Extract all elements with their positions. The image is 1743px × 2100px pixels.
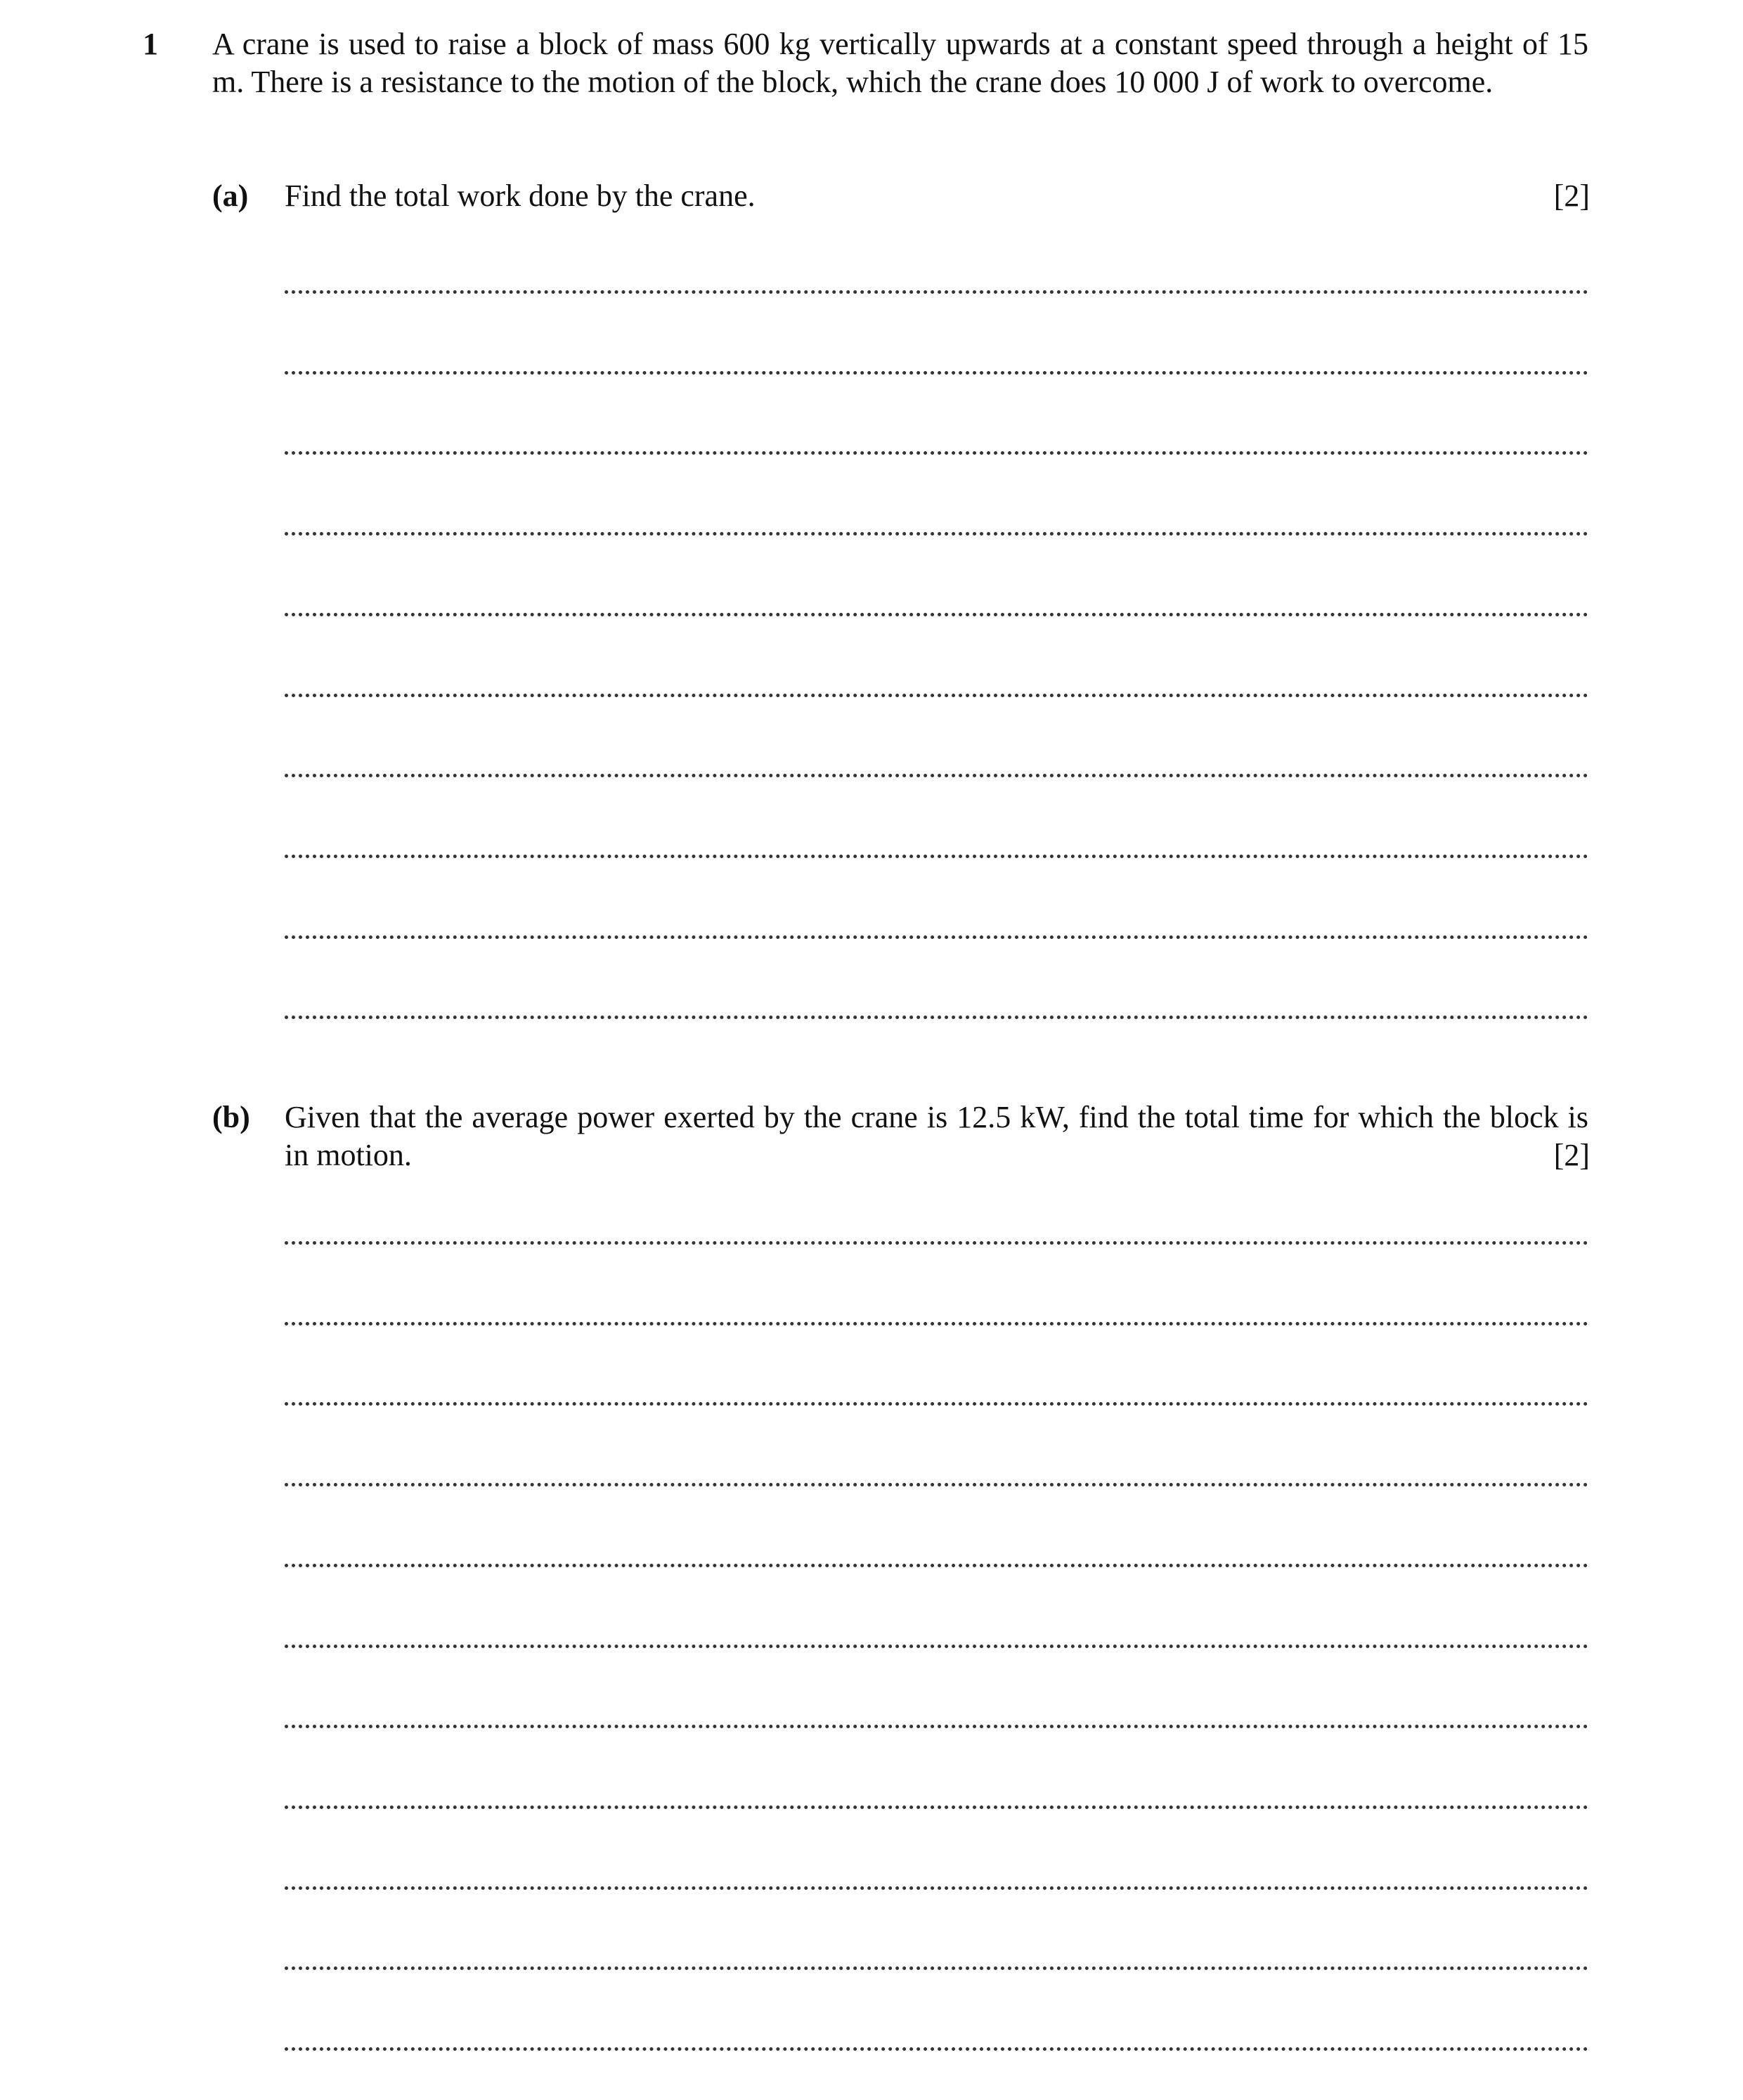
part-a-answer-line[interactable] — [285, 451, 1588, 455]
part-a-answer-line[interactable] — [285, 371, 1588, 375]
part-b-question — [285, 1098, 1588, 1174]
part-b-marks: [2] — [1553, 1138, 1590, 1172]
part-b-label: (b) — [212, 1100, 250, 1134]
part-b-answer-line[interactable] — [285, 1564, 1588, 1567]
part-a-answer-line[interactable] — [285, 694, 1588, 697]
part-a-question: Find the total work done by the crane. — [285, 179, 756, 213]
part-a-label: (a) — [212, 179, 249, 213]
part-a-answer-line[interactable] — [285, 935, 1588, 939]
part-b-answer-line[interactable] — [285, 1966, 1588, 1970]
part-a-answer-line[interactable] — [285, 613, 1588, 616]
part-a-answer-line[interactable] — [285, 1016, 1588, 1019]
part-b-question-text: Given that the average power exerted by the crane is 12.5 kW, find the total time for which the block is in motion. — [285, 1100, 1588, 1172]
part-b-answer-line[interactable] — [285, 1402, 1588, 1406]
part-a-answer-line[interactable] — [285, 855, 1588, 858]
part-a-marks: [2] — [1553, 179, 1590, 213]
part-b-answer-line[interactable] — [285, 1322, 1588, 1326]
part-b-answer-line[interactable] — [285, 1886, 1588, 1890]
part-a-answer-line[interactable] — [285, 290, 1588, 294]
part-b-answer-line[interactable] — [285, 1806, 1588, 1809]
part-b-answer-line[interactable] — [285, 1725, 1588, 1728]
part-b-answer-line[interactable] — [285, 1645, 1588, 1648]
part-b-answer-line[interactable] — [285, 1483, 1588, 1486]
part-b-answer-line[interactable] — [285, 1241, 1588, 1245]
question-number: 1 — [143, 27, 158, 61]
part-b-answer-line[interactable] — [285, 2047, 1588, 2051]
question-stem: A crane is used to raise a block of mass 600 kg vertically upwards at a constant speed through a height of 15 m. There is a resistance to the motion of the block, which the crane does 10 000 J of work to overcome. — [212, 27, 1588, 99]
part-a-answer-line[interactable] — [285, 532, 1588, 536]
part-a-answer-line[interactable] — [285, 774, 1588, 777]
